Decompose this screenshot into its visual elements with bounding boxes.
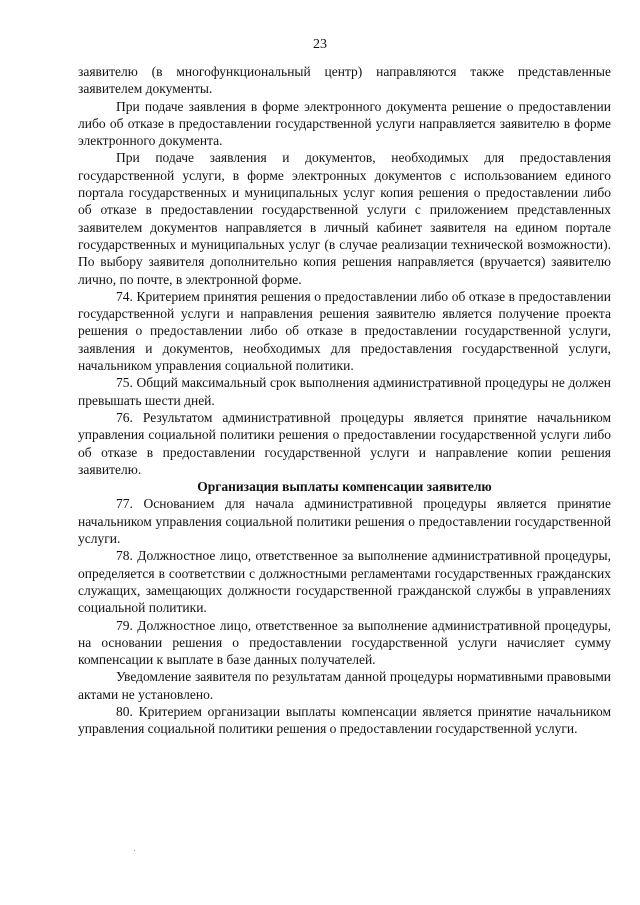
section-heading: Организация выплаты компенсации заявителю — [197, 479, 492, 495]
paragraph-75: 75. Общий максимальный срок выполнения административной процедуры не должен превышать шести дней. — [78, 375, 611, 408]
paragraph-electronic-decision: При подаче заявления в форме электронного документа решение о предоставлении либо об отказе в предоставлении государственной услуги направляется заявителю в форме электронного документа. — [78, 98, 611, 149]
paragraph-78: 78. Должностное лицо, ответственное за выполнение административной процедуры, определяется в соответствии с должностными регламентами государственных гражданских служащих, замещающих должности государственной гражданской службы в управлениях социальной политики. — [78, 548, 611, 616]
paragraph-79: 79. Должностное лицо, ответственное за выполнение административной процедуры, на основании решения о предоставлении государственной услуги начисляет сумму компенсации к выплате в базе данных получателей. — [78, 617, 611, 668]
scan-speck — [134, 850, 135, 851]
paragraph-notification: Уведомление заявителя по результатам данной процедуры нормативными правовыми актами не установлено. — [78, 669, 611, 702]
paragraph-76: 76. Результатом административной процедуры является принятие начальником управления социальной политики решения о предоставлении государственной услуги либо об отказе в предоставлении государственной услуги и направление копии решения заявителю. — [78, 409, 611, 477]
paragraph-portal-submission: При подаче заявления и документов, необходимых для предоставления государственной услуги, в форме электронных документов с использованием единого портала государственных и муниципальных услуг копия решения о предоставлении либо об отказе в предоставлении государственной услуги с приложением представленных заявителем документов направляется в личный кабинет заявителя на едином портале государственных и муниципальных услуг (в случае реализации технической возможности). По выбору заявителя дополнительно копия решения направляется (вручается) заявителю лично, по почте, в электронной форме. — [78, 150, 611, 287]
paragraph-77: 77. Основанием для начала административной процедуры является принятие начальником управления социальной политики решения о предоставлении государственной услуги. — [78, 496, 611, 547]
paragraph-74: 74. Критерием принятия решения о предоставлении либо об отказе в предоставлении государственной услуги и направления решения заявителю является получение проекта решения о предоставлении либо об отказе в предоставлении государственной услуги, заявления и документов, необходимых для предоставления государственной услуги, начальником управления социальной политики. — [78, 288, 611, 374]
page-number: 23 — [313, 37, 327, 52]
document-body — [78, 63, 611, 738]
paragraph-80: 80. Критерием организации выплаты компенсации является принятие начальником управления социальной политики решения о предоставлении государственной услуги. — [78, 703, 611, 737]
paragraph-continuation: заявителю (в многофункциональный центр) направляются также представленные заявителем документы. — [78, 64, 611, 97]
